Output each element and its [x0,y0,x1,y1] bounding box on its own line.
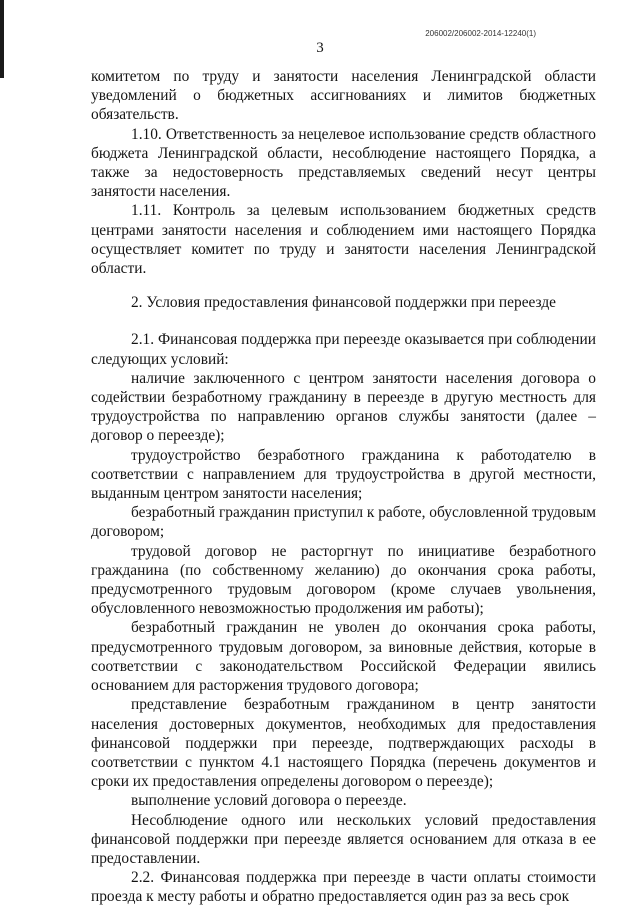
condition-contract: наличие заключенного с центром занятости населения договора о содействии безработному гражданину в переезде в другую местность для трудоустройства по направлению органов службы занятости (далее – договор о переезде); [91,369,596,445]
section-2-heading: 2. Условия предоставления финансовой поддержки при переезде [130,294,557,312]
paragraph-1-9-tail: комитетом по труду и занятости населения Ленинградской области уведомлений о бюджетных ассигнованиях и лимитов бюджетных обязательств. [91,68,596,124]
condition-not-dismissed: безработный гражданин не уволен до окончания срока работы, предусмотренного трудовым договором, за виновные действия, которые в соответствии с законодательством Российской Федерации явились основанием для расторжения трудового договора; [91,619,596,695]
paragraph-1-10: 1.10. Ответственность за нецелевое использование средств областного бюджета Ленинградской области, несоблюдение настоящего Порядка, а также за недостоверность представляемых сведений несут центры занятости населения. [91,125,596,201]
condition-started-work: безработный гражданин приступил к работе, обусловленной трудовым договором; [91,504,596,541]
page-number: 3 [316,40,324,56]
paragraph-1-11: 1.11. Контроль за целевым использованием бюджетных средств центрами занятости населения и соблюдением ими настоящего Порядка осуществляет комитет по труду и занятости населения Ленинградской области. [91,202,596,278]
paragraph-2-1: 2.1. Финансовая поддержка при переезде оказывается при соблюдении следующих условий: [91,331,596,368]
document-body [91,67,596,907]
paragraph-refusal: Несоблюдение одного или нескольких условий предоставления финансовой поддержки при переезде является основанием для отказа в ее предоставлении. [91,811,596,867]
document-id: 206002/206002-2014-12240(1) [425,29,536,38]
condition-documents: представление безработным гражданином в центр занятости населения достоверных документов, необходимых для предоставления финансовой поддержки при переезде, подтверждающих расходы в соответствии с пунктом 4.1 настоящего Порядка (перечень документов и сроки их предоставления определены договором о переезде); [91,696,596,791]
paragraph-2-2: 2.2. Финансовая поддержка при переезде в части оплаты стоимости проезда к месту работы и обратно предоставляется один раз за весь срок [91,869,596,906]
condition-not-terminated: трудовой договор не расторгнут по инициативе безработного гражданина (по собственному желанию) до окончания срока работы, предусмотренного трудовым договором (кроме случаев увольнения, обусловленного невозможностью продолжения им работы); [91,542,596,618]
condition-fulfillment: выполнение условий договора о переезде. [131,792,407,810]
scan-edge-mark [0,0,4,78]
condition-employment: трудоустройство безработного гражданина к работодателю в соответствии с направлением для трудоустройства в другой местности, выданным центром занятости населения; [91,446,596,503]
